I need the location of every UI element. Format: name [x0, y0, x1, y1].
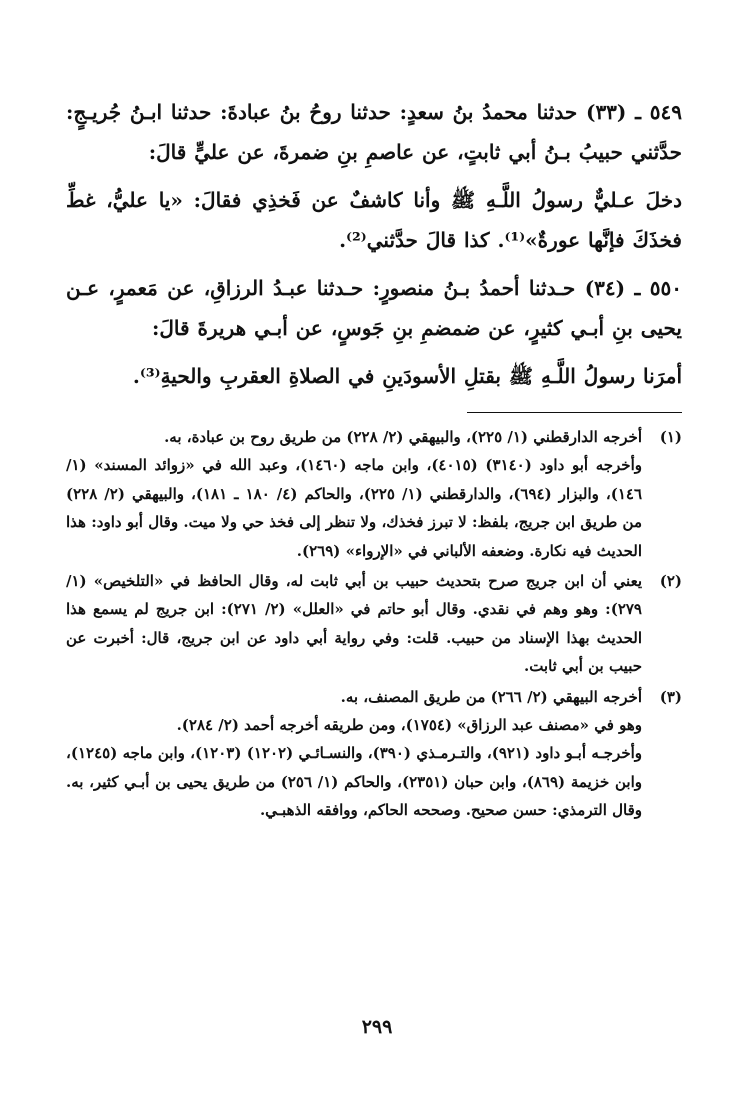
- footnote-body: [66, 567, 642, 681]
- footnote-line: وهو في «مصنف عبد الرزاق» (١٧٥٤)، ومن طريقه أخرجه أحمد (٢/ ٢٨٤).: [176, 716, 642, 735]
- footnote-3: [66, 683, 682, 825]
- footnote-line: وأخرجه أبو داود (٣١٤٠) (٤٠١٥)، وابن ماجه (١٤٦٠)، وعبد الله في «زوائد المسند» (١/ ١٤٦)، والبزار (٦٩٤)، والدارقطني (١/ ٢٢٥)، والحاكم (٤/ ١٨٠ ـ ١٨١)، والبيهقي (٢/ ٢٢٨) من طريق ابن جريج، بلفظ: لا تبرز فخذك، ولا تنظر إلى فخذ حي ولا ميت. وقال أبو داود: هذا الحديث فيه نكارة. وضعفه الألباني في «الإرواء» (٢٦٩).: [66, 456, 643, 560]
- footnote-number: (١): [659, 428, 682, 446]
- hadith-550-isnad: ٥٥٠ ـ (٣٤) حـدثنا أحمدُ بـنُ منصورٍ: حـدثنا عبـدُ الرزاقِ، عن مَعمرٍ، عـن يحيى بنِ أبـي كثيرٍ، عن ضمضمِ بنِ جَوسٍ، عن أبـي هريرةَ قالَ:: [66, 276, 683, 340]
- footnote-2: [66, 567, 682, 681]
- hadith-549-matn: دخلَ عـليٌّ رسولُ اللَّـهِ ﷺ وأنا كاشفٌ عن فَخذِي فقالَ: «يا عليُّ، غطِّ فخذَكَ فإنَّها عورةٌ»⁽¹⁾. كذا قالَ حدَّثني⁽²⁾.: [66, 188, 682, 252]
- hadith-550-matn: أمرَنا رسولُ اللَّـهِ ﷺ بقتلِ الأسودَينِ في الصلاةِ العقربِ والحيةِ⁽³⁾.: [132, 364, 682, 388]
- footnote-line: يعني أن ابن جريج صرح بتحديث حبيب بن أبي ثابت له، وقال الحافظ في «التلخيص» (١/ ٢٧٩): وهو وهم في نقدي. وقال أبو حاتم في «العلل» (٢/ ٢٧١): ابن جريج لم يسمع هذا الحديث بهذا الإسناد من حبيب. قلت: وفي رواية أبي داود عن ابن جريج، قال: أخبرت عن حبيب بن أبي ثابت.: [66, 572, 642, 676]
- page-number: ٢٩٩: [361, 1016, 393, 1038]
- footnote-line: وأخرجـه أبـو داود (٩٢١)، والتـرمـذي (٣٩٠)، والنسـائـي (١٢٠٢) (١٢٠٣)، وابن ماجه (١٢٤٥)، وابن خزيمة (٨٦٩)، وابن حبان (٢٣٥١)، والحاكم (١/ ٢٥٦) من طريق يحيى بن أبـي كثير، به. وقال الترمذي: حسن صحيح. وصححه الحاكم، ووافقه الذهبـي.: [66, 744, 643, 820]
- footnote-divider: [467, 412, 682, 413]
- main-text: [66, 92, 682, 396]
- footnotes: [66, 423, 682, 825]
- footnote-1: [66, 423, 682, 565]
- footnote-number: (٣): [659, 687, 682, 706]
- footnote-line: أخرجه البيهقي (٢/ ٢٦٦) من طريق المصنف، به.: [340, 687, 642, 706]
- footnote-line: أخرجه الدارقطني (١/ ٢٢٥)، والبيهقي (٢/ ٢٢٨) من طريق روح بن عبادة، به.: [164, 428, 642, 446]
- footnote-body: [66, 423, 642, 565]
- hadith-549-isnad: ٥٤٩ ـ (٣٣) حدثنا محمدُ بنُ سعدٍ: حدثنا روحُ بنُ عبادةَ: حدثنا ابـنُ جُريـجٍ: حدَّثني حبيبُ بـنُ أبي ثابتٍ، عن عاصمِ بنِ ضمرةَ، عن عليٍّ قالَ:: [66, 100, 682, 164]
- page-content: [66, 92, 682, 827]
- footnote-body: [66, 683, 642, 825]
- footnote-number: (٢): [659, 572, 682, 591]
